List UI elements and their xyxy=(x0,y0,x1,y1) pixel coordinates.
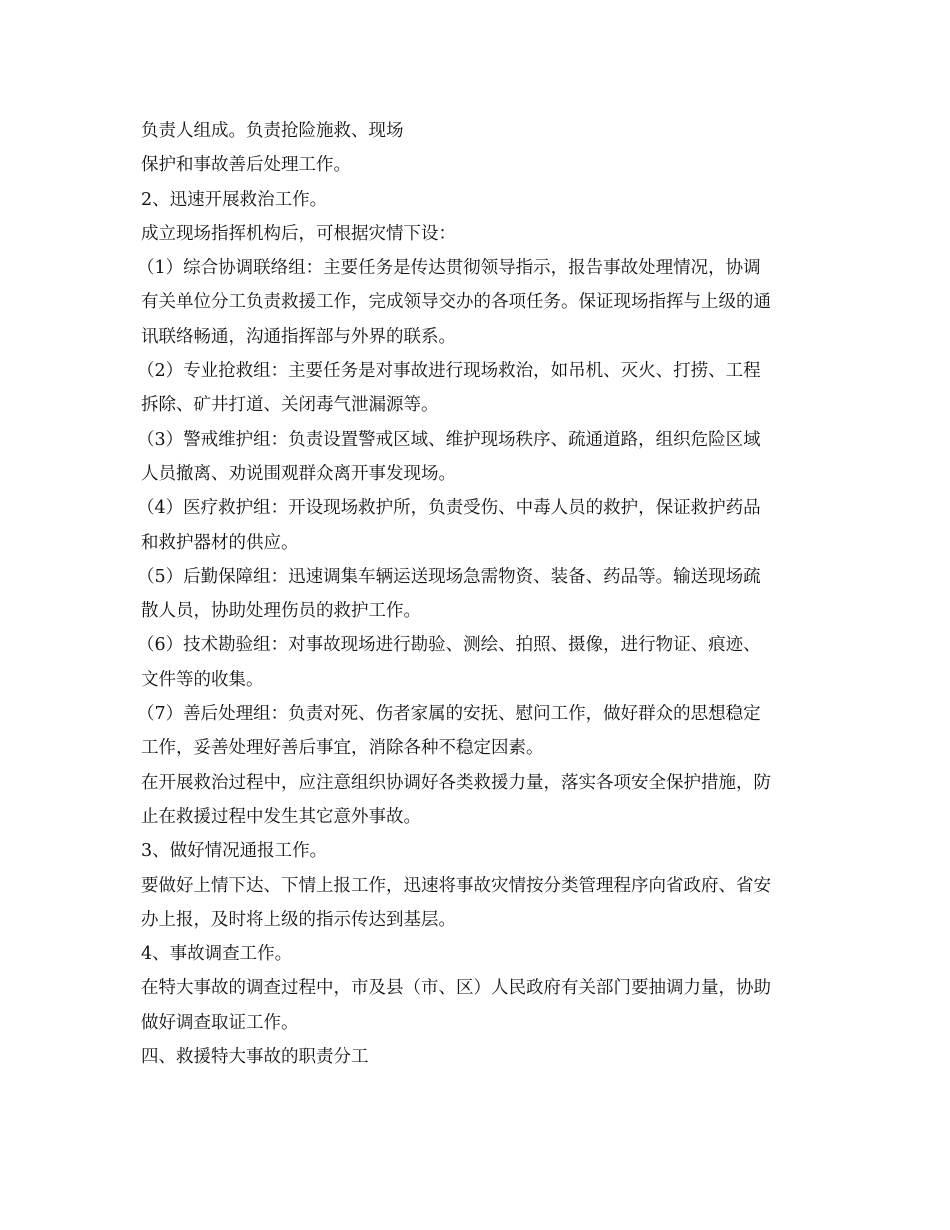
text-line: 工作，妥善处理好善后事宜，消除各种不稳定因素。 xyxy=(141,738,544,759)
list-item: （5）后勤保障组：迅速调集车辆运送现场急需物资、装备、药品等。输送现场疏 xyxy=(137,566,761,587)
list-item: （1）综合协调联络组：主要任务是传达贯彻领导指示，报告事故处理情况，协调 xyxy=(137,258,761,279)
text-line: 成立现场指挥机构后，可根据灾情下设： xyxy=(141,223,456,244)
text-line: 和救护器材的供应。 xyxy=(141,532,299,553)
text-line: 人员撤离、劝说围观群众离开事发现场。 xyxy=(141,463,456,484)
list-item: （2）专业抢救组：主要任务是对事故进行现场救治，如吊机、灭火、打捞、工程 xyxy=(137,361,761,382)
text-line: 在开展救治过程中，应注意组织协调好各类救援力量，落实各项安全保护措施，防 xyxy=(141,772,771,793)
section-heading: 3、做好情况通报工作。 xyxy=(141,841,328,862)
text-line: 做好调查取证工作。 xyxy=(141,1012,299,1033)
list-item: （6）技术勘验组：对事故现场进行勘验、测绘、拍照、摄像，进行物证、痕迹、 xyxy=(137,635,761,656)
list-item: （3）警戒维护组：负责设置警戒区域、维护现场秩序、疏通道路，组织危险区域 xyxy=(137,429,761,450)
chapter-heading: 四、救援特大事故的职责分工 xyxy=(141,1047,369,1068)
text-line: 有关单位分工负责救援工作，完成领导交办的各项任务。保证现场指挥与上级的通 xyxy=(141,292,771,313)
text-line: 拆除、矿井打道、关闭毒气泄漏源等。 xyxy=(141,395,439,416)
text-line: 保护和事故善后处理工作。 xyxy=(141,155,351,176)
text-line: 文件等的收集。 xyxy=(141,669,264,690)
document-body xyxy=(137,114,821,1074)
text-line: 在特大事故的调查过程中，市及县（市、区）人民政府有关部门要抽调力量，协助 xyxy=(141,978,771,999)
text-line: 散人员，协助处理伤员的救护工作。 xyxy=(141,601,421,622)
list-item: （7）善后处理组：负责对死、伤者家属的安抚、慰问工作，做好群众的思想稳定 xyxy=(137,704,761,725)
text-line: 止在救援过程中发生其它意外事故。 xyxy=(141,806,421,827)
text-line: 办上报，及时将上级的指示传达到基层。 xyxy=(141,909,456,930)
section-heading: 2、迅速开展救治工作。 xyxy=(141,189,328,210)
text-line: 讯联络畅通，沟通指挥部与外界的联系。 xyxy=(141,326,456,347)
section-heading: 4、事故调查工作。 xyxy=(141,944,293,965)
text-line: 要做好上情下达、下情上报工作，迅速将事故灾情按分类管理程序向省政府、省安 xyxy=(141,875,771,896)
list-item: （4）医疗救护组：开设现场救护所，负责受伤、中毒人员的救护，保证救护药品 xyxy=(137,498,761,519)
text-line: 负责人组成。负责抢险施救、现场 xyxy=(141,121,404,141)
